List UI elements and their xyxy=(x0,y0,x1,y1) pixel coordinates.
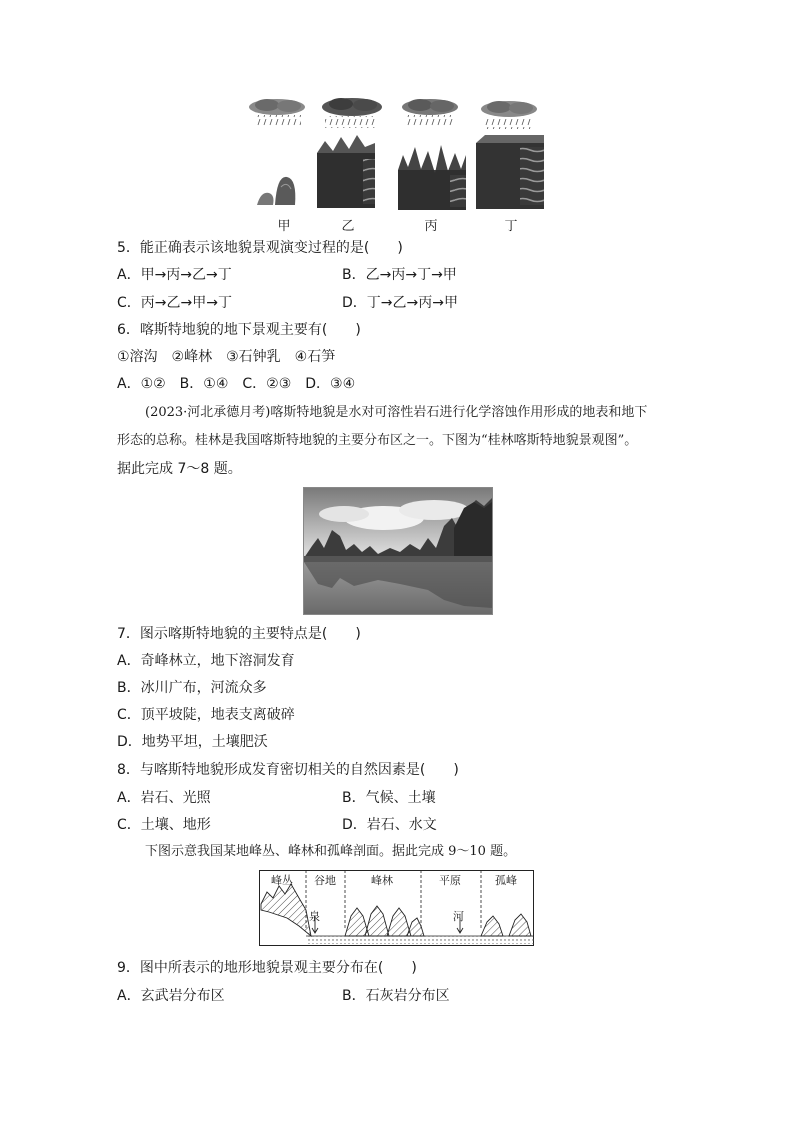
question-9-stem: 9．图中所表示的地形地貌景观主要分布在( ) xyxy=(117,960,417,976)
karst-profile-diagram xyxy=(259,870,534,946)
q7-option-d[interactable]: D．地势平坦，土壤肥沃 xyxy=(117,734,268,750)
evolution-figure-drawing xyxy=(245,95,555,235)
q5-option-b[interactable]: B．乙→丙→丁→甲 xyxy=(342,267,457,283)
cloud-icon xyxy=(249,99,305,127)
question-6-items: ①溶沟 ②峰林 ③石钟乳 ④石笋 xyxy=(117,349,336,365)
q9-option-a[interactable]: A．玄武岩分布区 xyxy=(117,988,225,1004)
figure-label-bing: 丙 xyxy=(424,219,438,234)
profile-header-fengcong: 峰丛 xyxy=(271,874,293,887)
cloud-icon xyxy=(402,99,458,127)
profile-header-gufeng: 孤峰 xyxy=(495,874,517,887)
profile-label-spring: 泉 xyxy=(309,910,320,923)
question-6-stem: 6．喀斯特地貌的地下景观主要有( ) xyxy=(117,322,361,338)
guilin-karst-photo xyxy=(303,487,493,615)
figure-label-jia: 甲 xyxy=(277,219,291,234)
passage-1-line-1: (2023·河北承德月考)喀斯特地貌是水对可溶性岩石进行化学溶蚀作用形成的地表和地下 xyxy=(145,405,648,420)
cloud-icon xyxy=(481,101,537,129)
passage-1-line-2: 形态的总称。桂林是我国喀斯特地貌的主要分布区之一。下图为“桂林喀斯特地貌景观图”。 xyxy=(117,433,638,448)
q8-option-c[interactable]: C．土壤、地形 xyxy=(117,817,211,833)
q7-option-a[interactable]: A．奇峰林立，地下溶洞发育 xyxy=(117,653,295,669)
evolution-figure xyxy=(245,95,555,235)
cloud-icon xyxy=(322,98,382,128)
q8-option-b[interactable]: B．气候、土壤 xyxy=(342,790,436,806)
figure-label-yi: 乙 xyxy=(341,219,355,234)
profile-header-plain: 平原 xyxy=(439,874,461,887)
q7-option-c[interactable]: C．顶平坡陡，地表支离破碎 xyxy=(117,707,295,723)
profile-header-valley: 谷地 xyxy=(314,874,336,887)
profile-label-river: 河 xyxy=(453,910,464,923)
q5-option-a[interactable]: A．甲→丙→乙→丁 xyxy=(117,267,232,283)
figure-label-ding: 丁 xyxy=(504,219,518,234)
q5-option-c[interactable]: C．丙→乙→甲→丁 xyxy=(117,295,232,311)
question-5-stem: 5．能正确表示该地貌景观演变过程的是( ) xyxy=(117,240,403,256)
q7-option-b[interactable]: B．冰川广布，河流众多 xyxy=(117,680,267,696)
passage-1-line-3: 据此完成 7～8 题。 xyxy=(117,461,242,477)
rock-remnants xyxy=(257,177,295,205)
q9-option-b[interactable]: B．石灰岩分布区 xyxy=(342,988,450,1004)
block-ding xyxy=(476,135,544,209)
question-6-options[interactable]: A．①② B．①④ C．②③ D．③④ xyxy=(117,376,356,392)
q5-option-d[interactable]: D．丁→乙→丙→甲 xyxy=(342,295,458,311)
question-8-stem: 8．与喀斯特地貌形成发育密切相关的自然因素是( ) xyxy=(117,762,459,778)
passage-2-line-1: 下图示意我国某地峰丛、峰林和孤峰剖面。据此完成 9～10 题。 xyxy=(145,844,517,859)
question-7-stem: 7．图示喀斯特地貌的主要特点是( ) xyxy=(117,626,361,642)
block-yi xyxy=(317,135,375,208)
block-bing xyxy=(398,145,466,210)
profile-header-fenglin: 峰林 xyxy=(371,874,393,887)
q8-option-a[interactable]: A．岩石、光照 xyxy=(117,790,211,806)
q8-option-d[interactable]: D．岩石、水文 xyxy=(342,817,437,833)
